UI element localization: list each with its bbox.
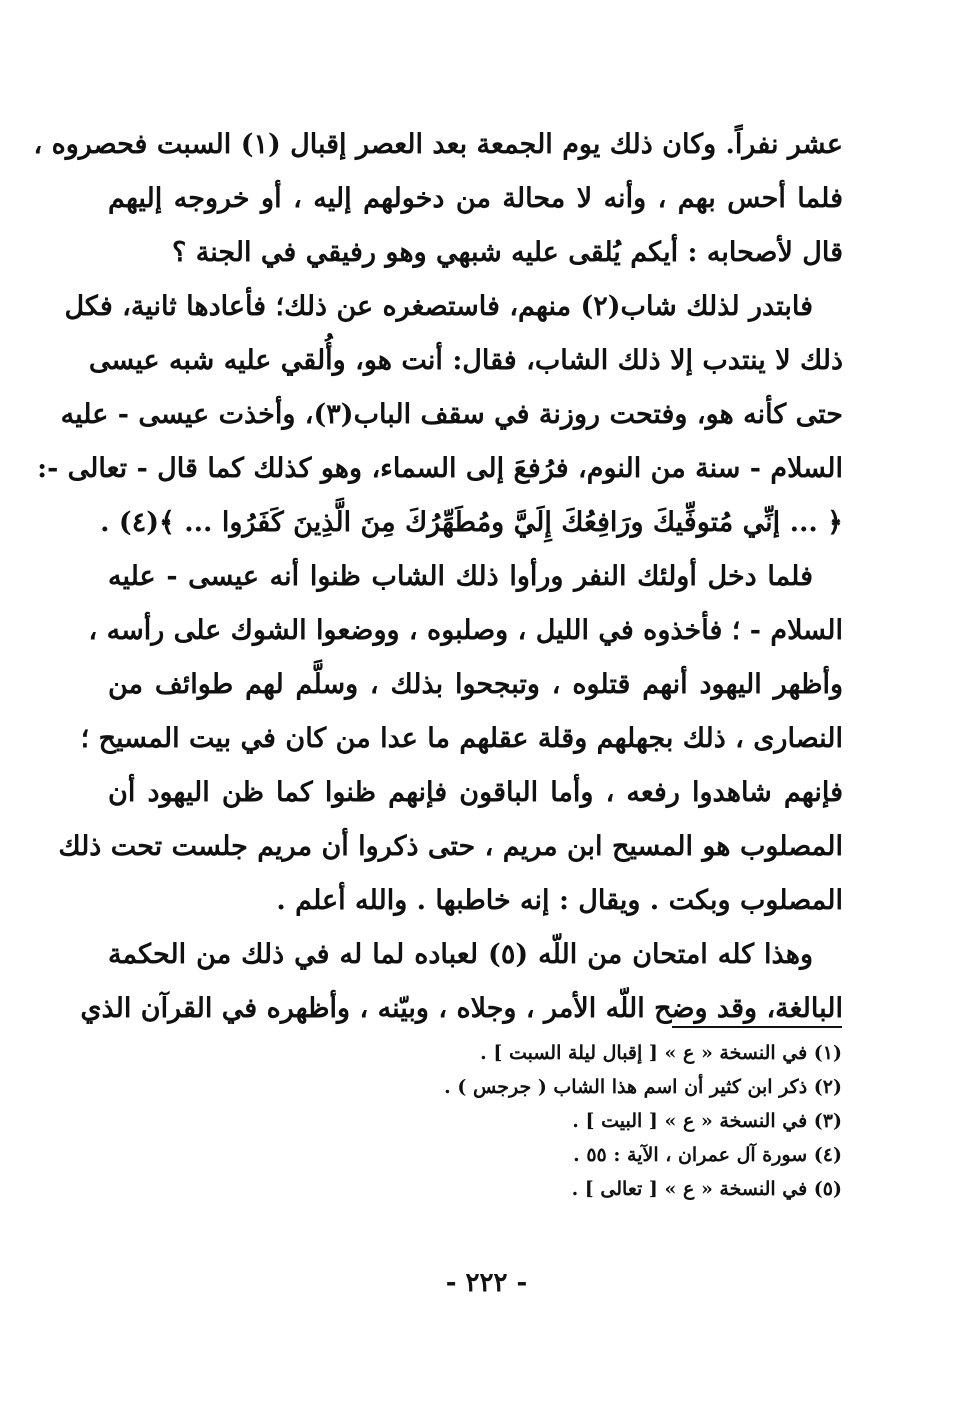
footnote-separator [672, 1026, 842, 1028]
text-line-9: فلما دخل أولئك النفر ورأوا ذلك الشاب ظنوا أنه عيسى - عليه [108, 561, 813, 592]
footnote-2: (٢) ذكر ابن كثير أن اسم هذا الشاب ( جرجس ) . [444, 1076, 842, 1098]
text-line-2: فلما أحس بهم ، وأنه لا محالة من دخولهم إليه ، أو خروجه إليهم [108, 183, 843, 214]
main-text [33, 118, 843, 1036]
text-line-16: وهذا كله امتحان من اللّه (٥) لعباده لما له في ذلك من الحكمة [108, 939, 813, 970]
page-number: - ٢٢٢ - [445, 1268, 528, 1298]
text-line-7: السلام - سنة من النوم، فرُفعَ إلى السماء، وهو كذلك كما قال - تعالى -: [37, 453, 843, 484]
text-line-17: البالغة، وقد وضح اللّه الأمر ، وجلاه ، وبيّنه ، وأظهره في القرآن الذي [80, 993, 843, 1024]
text-line-15: المصلوب وبكت . ويقال : إنه خاطبها . والله أعلم . [276, 885, 843, 916]
text-line-14: المصلوب هو المسيح ابن مريم ، حتى ذكروا أن مريم جلست تحت ذلك [58, 831, 843, 862]
footnotes [300, 1036, 842, 1206]
footnote-1: (١) في النسخة « ع » [ إقبال ليلة السبت ] . [480, 1042, 842, 1064]
footnote-5: (٥) في النسخة « ع » [ تعالى ] . [571, 1178, 842, 1200]
text-line-5: ذلك لا ينتدب إلا ذلك الشاب، فقال: أنت هو، وأُلقي عليه شبه عيسى [88, 345, 843, 376]
text-line-13: فإنهم شاهدوا رفعه ، وأما الباقون فإنهم ظنوا كما ظن اليهود أن [108, 777, 843, 808]
text-line-11: وأظهر اليهود أنهم قتلوه ، وتبجحوا بذلك ، وسلَّم لهم طوائف من [108, 669, 843, 700]
text-line-6: حتى كأنه هو، وفتحت روزنة في سقف الباب(٣)، وأخذت عيسى - عليه [60, 399, 843, 430]
text-line-4: فابتدر لذلك شاب(٢) منهم، فاستصغره عن ذلك؛ فأعادها ثانية، فكل [64, 291, 813, 322]
quran-verse-line: ﴿ ... إنِّي مُتوفِّيكَ ورَافِعُكَ إِلَيَّ ومُطَهِّرُكَ مِنَ الَّذِينَ كَفَرُوا ... ﴾(٤) . [100, 507, 843, 538]
text-line-3: قال لأصحابه : أيكم يُلقى عليه شبهي وهو رفيقي في الجنة ؟ [172, 237, 843, 268]
footnote-3: (٣) في النسخة « ع » [ البيت ] . [572, 1110, 842, 1132]
text-line-10: السلام - ؛ فأخذوه في الليل ، وصلبوه ، ووضعوا الشوك على رأسه ، [88, 615, 843, 646]
text-line-1: عشر نفراً. وكان ذلك يوم الجمعة بعد العصر إقبال (١) السبت فحصروه ، [33, 129, 843, 160]
text-line-12: النصارى ، ذلك بجهلهم وقلة عقلهم ما عدا من كان في بيت المسيح ؛ [80, 723, 843, 754]
footnote-4: (٤) سورة آل عمران ، الآية : ٥٥ . [573, 1144, 842, 1166]
